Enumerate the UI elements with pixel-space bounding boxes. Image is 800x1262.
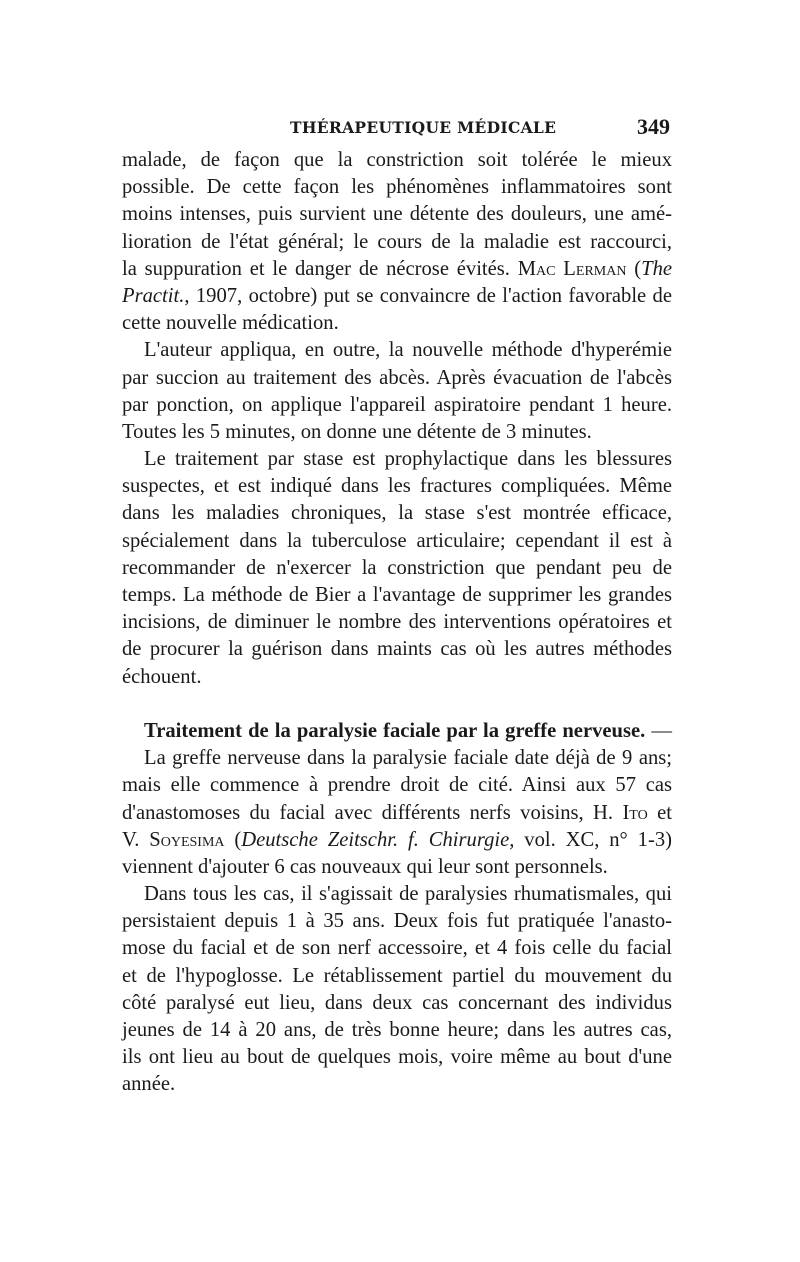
text-run: d'anastomoses du facial avec différents nerfs voisins, H. [122, 801, 614, 824]
journal-title: Deutsche Zeitschr. f. Chirurgie, [241, 828, 515, 851]
running-title: THÉRAPEUTIQUE MÉDICALE [290, 118, 557, 137]
text-line: spécialement dans la tuberculose articulaire; cependant il est à [122, 529, 672, 552]
text-line: lioration de l'état général; le cours de la maladie est raccourci, [122, 230, 672, 253]
text-line: dans les maladies chroniques, la stase s'est montrée efficace, [122, 502, 672, 525]
text-line: viennent d'ajouter 6 cas nouveaux qui leur sont personnels. [122, 855, 608, 878]
page-number: 349 [637, 114, 670, 139]
text-line [122, 283, 672, 310]
text-line: mose du facial et de son nerf accessoire, et 4 fois celle du facial [122, 937, 672, 960]
author-name: Soyesima [149, 828, 225, 851]
text-run: , 1907, octobre) put se convaincre de l'action favorable de [184, 284, 672, 307]
page-header [122, 114, 672, 144]
author-name: Ito [622, 801, 648, 824]
text-line: incisions, de diminuer le nombre des interventions opératoires et [122, 611, 672, 634]
text-line: L'auteur appliqua, en outre, la nouvelle méthode d'hyperémie [144, 339, 672, 362]
text-run: et [647, 801, 672, 824]
text-run: vol. XC, n° 1-3) [514, 828, 672, 851]
journal-title-cont: Practit. [122, 284, 185, 307]
paragraph-continuation [122, 147, 672, 337]
text-line: échouent. [122, 665, 202, 688]
text-line: persistaient depuis 1 à 35 ans. Deux fois fut pratiquée l'anasto- [122, 910, 672, 933]
text-line: Le traitement par stase est prophylactique dans les blessures [144, 448, 672, 471]
text-line: jeunes de 14 à 20 ans, de très bonne heure; dans les autres cas, [122, 1019, 672, 1041]
paragraph [122, 337, 672, 446]
text-line: possible. De cette façon les phénomènes inflammatoires sont [122, 176, 672, 199]
text-run: ( [234, 828, 242, 851]
page-body [122, 147, 672, 1099]
heading-dash: — [645, 719, 672, 742]
text-line: par succion au traitement des abcès. Après évacuation de l'abcès [122, 366, 672, 389]
text-line: suspectes, et est indiqué dans les fractures compliquées. Même [122, 475, 672, 498]
text-line: et de l'hypoglosse. Le rétablissement partiel du mouvement du [122, 964, 672, 987]
text-line: la suppuration et le danger de nécrose évités. Mac Lerman (The [122, 257, 672, 280]
section-heading [122, 718, 672, 745]
text-line: de procurer la guérison dans maints cas où les autres méthodes [122, 638, 672, 661]
text-line: Dans tous les cas, il s'agissait de paralysies rhumatismales, qui [144, 883, 672, 906]
text-line: La greffe nerveuse dans la paralysie faciale date déjà de 9 ans; [144, 747, 672, 770]
text-line: ils ont lieu au bout de quelques mois, voire même au bout d'une [122, 1046, 672, 1069]
text-line [122, 800, 672, 827]
paragraph [122, 446, 672, 691]
text-line: côté paralysé eut lieu, dans deux cas concernant des individus [122, 991, 672, 1014]
paragraph [122, 745, 672, 881]
paragraph [122, 881, 672, 1099]
section-spacer [122, 691, 672, 718]
text-line: moins intenses, puis survient une détente des douleurs, une amé- [122, 203, 672, 226]
text-line: recommander de n'exercer la constriction que pendant peu de [122, 556, 672, 579]
text-line: malade, de façon que la constriction soit tolérée le mieux [122, 149, 672, 171]
text-run: la suppuration et le danger de nécrose évités. [122, 257, 510, 280]
text-line: temps. La méthode de Bier a l'avantage de supprimer les grandes [122, 584, 672, 606]
author-name: Mac Lerman [517, 257, 627, 280]
journal-title: The [641, 257, 672, 280]
text-line: mais elle commence à prendre droit de cité. Ainsi aux 57 cas [122, 774, 672, 797]
text-line: par ponction, on applique l'appareil aspiratoire pendant 1 heure. [122, 393, 672, 416]
text-run: V. [122, 828, 140, 851]
section-heading-text: Traitement de la paralysie faciale par la greffe nerveuse. [144, 719, 646, 742]
text-line: année. [122, 1073, 176, 1096]
text-line [122, 827, 672, 854]
text-line: cette nouvelle médication. [122, 312, 339, 335]
text-line: Toutes les 5 minutes, on donne une détente de 3 minutes. [122, 420, 592, 443]
